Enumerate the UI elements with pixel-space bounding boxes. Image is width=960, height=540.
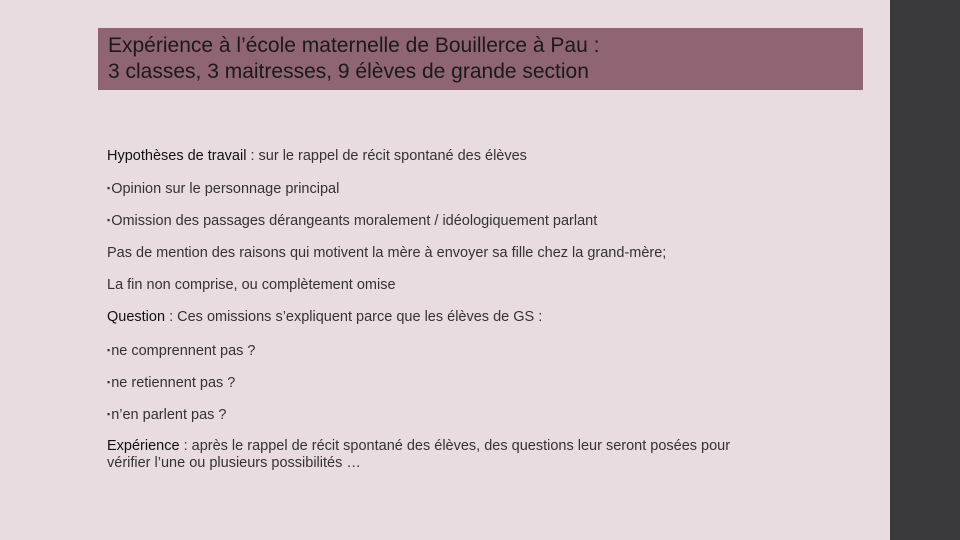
question-item-text: ne comprennent pas ?: [111, 343, 256, 359]
right-sidebar-bar: [890, 0, 960, 540]
hypothesis-item: [107, 180, 339, 198]
hypotheses-label: Hypothèses de travail: [107, 148, 247, 164]
ending-paragraph: La fin non comprise, ou complètement omise: [107, 277, 396, 293]
question-label: Question: [107, 309, 166, 325]
hypothesis-item-text: Omission des passages dérangeants moralement / idéologiquement parlant: [111, 213, 598, 229]
bullet-icon: ▪: [107, 215, 111, 225]
question-item-text: ne retiennent pas ?: [111, 375, 236, 391]
question-item: [107, 374, 235, 392]
experience-paragraph: [107, 438, 747, 472]
question-item: [107, 406, 226, 424]
question-text: : Ces omissions s’expliquent parce que les élèves de GS :: [165, 309, 543, 325]
bullet-icon: ▪: [107, 183, 111, 193]
hypotheses-paragraph: [107, 148, 527, 165]
title-line-2: 3 classes, 3 maitresses, 9 élèves de grande section: [108, 60, 589, 83]
question-paragraph: [107, 309, 542, 326]
bullet-icon: ▪: [107, 377, 111, 387]
mother-paragraph: Pas de mention des raisons qui motivent la mère à envoyer sa fille chez la grand-mère;: [107, 245, 667, 261]
bullet-icon: ▪: [107, 345, 111, 355]
question-item: [107, 342, 256, 360]
bullet-icon: ▪: [107, 409, 111, 419]
question-item-text: n’en parlent pas ?: [111, 407, 227, 423]
title-line-1: Expérience à l’école maternelle de Bouillerce à Pau :: [108, 34, 600, 57]
title-box: [98, 28, 863, 90]
hypothesis-item-text: Opinion sur le personnage principal: [111, 181, 340, 197]
experience-label: Expérience: [107, 438, 180, 454]
hypotheses-text: : sur le rappel de récit spontané des élèves: [246, 148, 527, 164]
hypothesis-item: [107, 212, 597, 230]
experience-text: : après le rappel de récit spontané des élèves, des questions leur seront posées pour vérifier l’une ou plusieurs possibilités …: [107, 438, 731, 471]
